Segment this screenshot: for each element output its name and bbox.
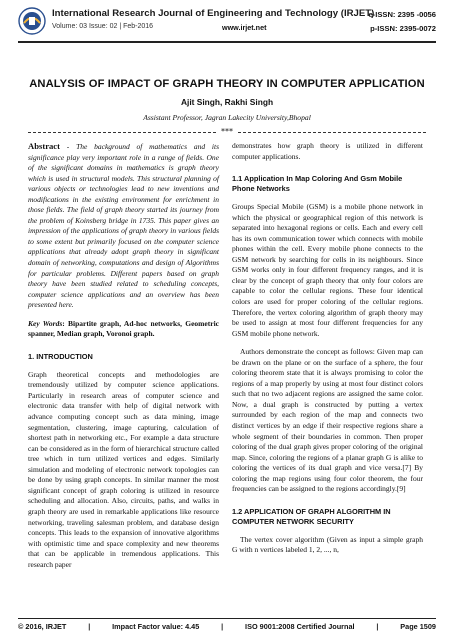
- abstract-paragraph: [28, 141, 219, 311]
- section-1-1-paragraph-2: Authors demonstrate the concept as follows: Given map can be drawn on the plane or on the surface of a sphere, the four coloring theorem state that it is always promising to color the regions of a map properly by using at most four distinct colors such that no two adjacent regions are assigned the same color. Now, a dual graph is constructed by putting a vertex surrounded by each region of the map and connects two distinct vertices by an edge if their respective regions share a whole segment of their boundaries in common. Then proper coloring of the dual graph gives proper coloring of the original map. Since, coloring the regions of a planar graph G is alike to coloring the vertices of its dual graph and vice versa.[7] By coloring the map regions using four color theorem, the four frequencies can be assigned to the regions accordingly.[9]: [232, 347, 423, 494]
- e-issn: e-ISSN: 2395 -0056: [368, 10, 436, 19]
- introduction-continuation: demonstrates how graph theory is utilized in different computer applications.: [232, 141, 423, 161]
- section-1-2-heading: 1.2 APPLICATION OF GRAPH ALGORITHM IN COMPUTER NETWORK SECURITY: [232, 506, 391, 526]
- keywords-label: Key Words: [28, 318, 63, 328]
- volume-info: Volume: 03 Issue: 02 | Feb-2016: [52, 23, 154, 30]
- introduction-heading: 1. INTRODUCTION: [28, 351, 93, 361]
- page-footer: [18, 622, 436, 631]
- paper-authors: Ajit Singh, Rakhi Singh: [180, 97, 274, 107]
- irjet-logo-icon: [18, 7, 46, 35]
- right-column: [232, 141, 423, 564]
- paper-affiliation: Assistant Professor, Jagran Lakecity University,Bhopal: [143, 113, 311, 122]
- footer-separator: |: [376, 622, 379, 631]
- journal-header: [18, 6, 436, 40]
- journal-title: International Research Journal of Engineering and Technology (IRJET): [52, 8, 375, 19]
- footer-separator: |: [221, 622, 224, 631]
- abstract-label: Abstract: [28, 141, 60, 151]
- footer-iso: ISO 9001:2008 Certified Journal: [245, 622, 355, 631]
- section-divider: [28, 128, 426, 138]
- footer-rule: [18, 618, 436, 619]
- footer-separator: |: [88, 622, 91, 631]
- footer-page-number: Page 1509: [400, 622, 436, 631]
- section-1-2-paragraph: The vertex cover algorithm (Given as input a simple graph G with n vertices labeled 1, 2, ..., n,: [232, 534, 423, 555]
- journal-website-link[interactable]: www.irjet.net: [222, 23, 267, 32]
- p-issn: p-ISSN: 2395-0072: [370, 24, 436, 33]
- keywords-text: : Bipartite graph, Ad-hoc networks, Geometric spanner, Median graph, Voronoi graph.: [28, 318, 219, 339]
- keywords-paragraph: [28, 319, 219, 340]
- divider-mark: ***: [221, 127, 233, 136]
- section-1-1-heading: 1.1 Application In Map Coloring And Gsm Mobile Phone Networks: [232, 174, 403, 194]
- footer-impact-factor: Impact Factor value: 4.45: [112, 622, 200, 631]
- left-column: [28, 141, 219, 578]
- section-1-1-paragraph-1: Groups Special Mobile (GSM) is a mobile phone network in which the physical or geographical region of this network is separated into hexagonal regions or cells. Each and every cell has its own communication tower which connects with mobile phones within the cell. Every mobile phone connects to the GSM network by searching for cells in its neighbours. Since GSM works only in four different frequency ranges, and it is clear by the concept of graph theory that only four colors are capable to color the cellular regions. These four identical colors are used for proper coloring of the cellular regions. Therefore, the vertex coloring algorithm of graph theory may be used to assign at most four different frequencies for any GSM mobile phone network.: [232, 202, 423, 338]
- footer-copyright: © 2016, IRJET: [18, 622, 67, 631]
- introduction-paragraph: Graph theoretical concepts and methodologies are tremendously utilized by computer science applications. Particularly in research areas of computer science and electronic data transfer with help of digital network with advance computing concept such as data mining, image segmentation, clustering, image capturing, calculation of shortest path in networking etc., For example a data structure can be considered as in the form of hierarchical structure called tree which in turn utilized vertices and edges. Similarly simulation and modeling of electronic network topologies can be done by using graph concepts. In similar manner the most significant concept of graph coloring is utilized in resource scheduling and allocation. Also, circuits, paths, and walks in graph theory are used in remarkable applications like resource networking, traveling salesman problem, and database design concepts. This leads to the expansion of innovative algorithms with optimistic time and space complexity and new theorems that can be applicable in tremendous applications. This research paper: [28, 369, 219, 569]
- header-rule: [18, 41, 436, 43]
- paper-title: ANALYSIS OF IMPACT OF GRAPH THEORY IN COMPUTER APPLICATION: [29, 78, 425, 90]
- issn-block: [368, 8, 436, 36]
- abstract-text: - The background of mathematics and its significance play very important role in a range of fields. One of the significant domains in mathematics is graph theory which is used in structural models. This structural planning of various objects or technologies lead to new inventions and modifications in the existing environment for enrichment in those fields. The field of graph theory started its journey from the problem of Koinsberg bridge in 1735. This paper gives an impression of the applications of graph theory in various fields to some extent but primarily focused on the computer science applications that already adopt graph theory in significant domain of networking, computations and design of Algorithms for particular problems. Different papers based on graph theory have been studied related to scheduling concepts, computer science applications and an overview has been presented here.: [28, 142, 219, 310]
